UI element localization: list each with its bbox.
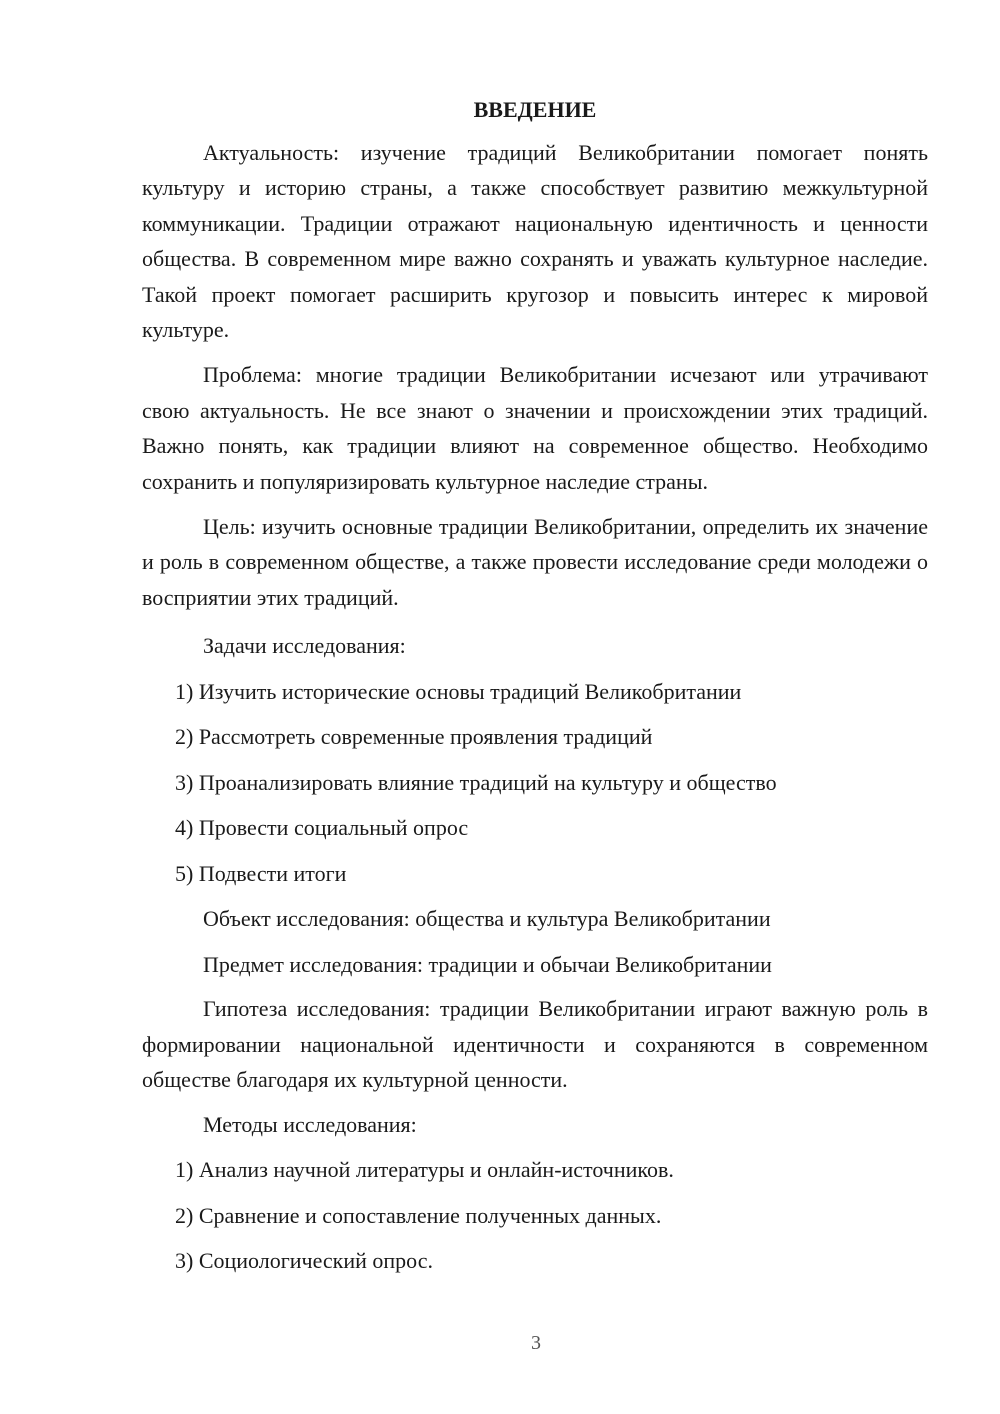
method-item-3: 3) Социологический опрос. — [175, 1248, 433, 1273]
tasks-heading: Задачи исследования: — [203, 633, 406, 659]
research-subject: Предмет исследования: традиции и обычаи Великобритании — [203, 951, 772, 977]
problem-paragraph: Проблема: многие традиции Великобритании исчезают или утрачивают свою актуальность. Не все знают о значении и происхождении этих традиций. Важно понять, как традиции влияют на современное общество. Необходимо сохранить и популяризировать культурное наследие страны. — [142, 362, 928, 494]
tasks-section — [142, 623, 928, 896]
hypothesis-paragraph: Гипотеза исследования: традиции Великобритании играют важную роль в формировании национальной идентичности и сохраняются в современном обществе благодаря их культурной ценности. — [142, 996, 928, 1093]
page-title: ВВЕДЕНИЕ — [473, 97, 597, 122]
research-object: Объект исследования: общества и культура Великобритании — [203, 906, 771, 932]
methods-section — [142, 1102, 928, 1284]
task-item-2: 2) Рассмотреть современные проявления традиций — [175, 724, 653, 750]
page-number: 3 — [531, 1332, 541, 1354]
task-item-1: 1) Изучить исторические основы традиций Великобритании — [175, 678, 742, 704]
task-item-4: 4) Провести социальный опрос — [175, 815, 469, 841]
methods-heading: Методы исследования: — [203, 1111, 417, 1137]
method-item-2: 2) Сравнение и сопоставление полученных данных. — [175, 1202, 662, 1228]
document-page — [142, 92, 928, 1284]
task-item-3: 3) Проанализировать влияние традиций на культуру и общество — [175, 769, 777, 795]
method-item-1: 1) Анализ научной литературы и онлайн-источников. — [175, 1157, 674, 1182]
goal-paragraph: Цель: изучить основные традиции Великобритании, определить их значение и роль в современном обществе, а также провести исследование среди молодежи о восприятии этих традиций. — [142, 514, 928, 610]
relevance-paragraph: Актуальность: изучение традиций Великобритании помогает понять культуру и историю страны, а также способствует развитию межкультурной коммуникации. Традиции отражают национальную идентичность и ценности общества. В современном мире важно сохранять и уважать культурное наследие. Такой проект помогает расширить кругозор и повысить интерес к мировой культуре. — [142, 140, 928, 343]
task-item-5: 5) Подвести итоги — [175, 860, 347, 886]
